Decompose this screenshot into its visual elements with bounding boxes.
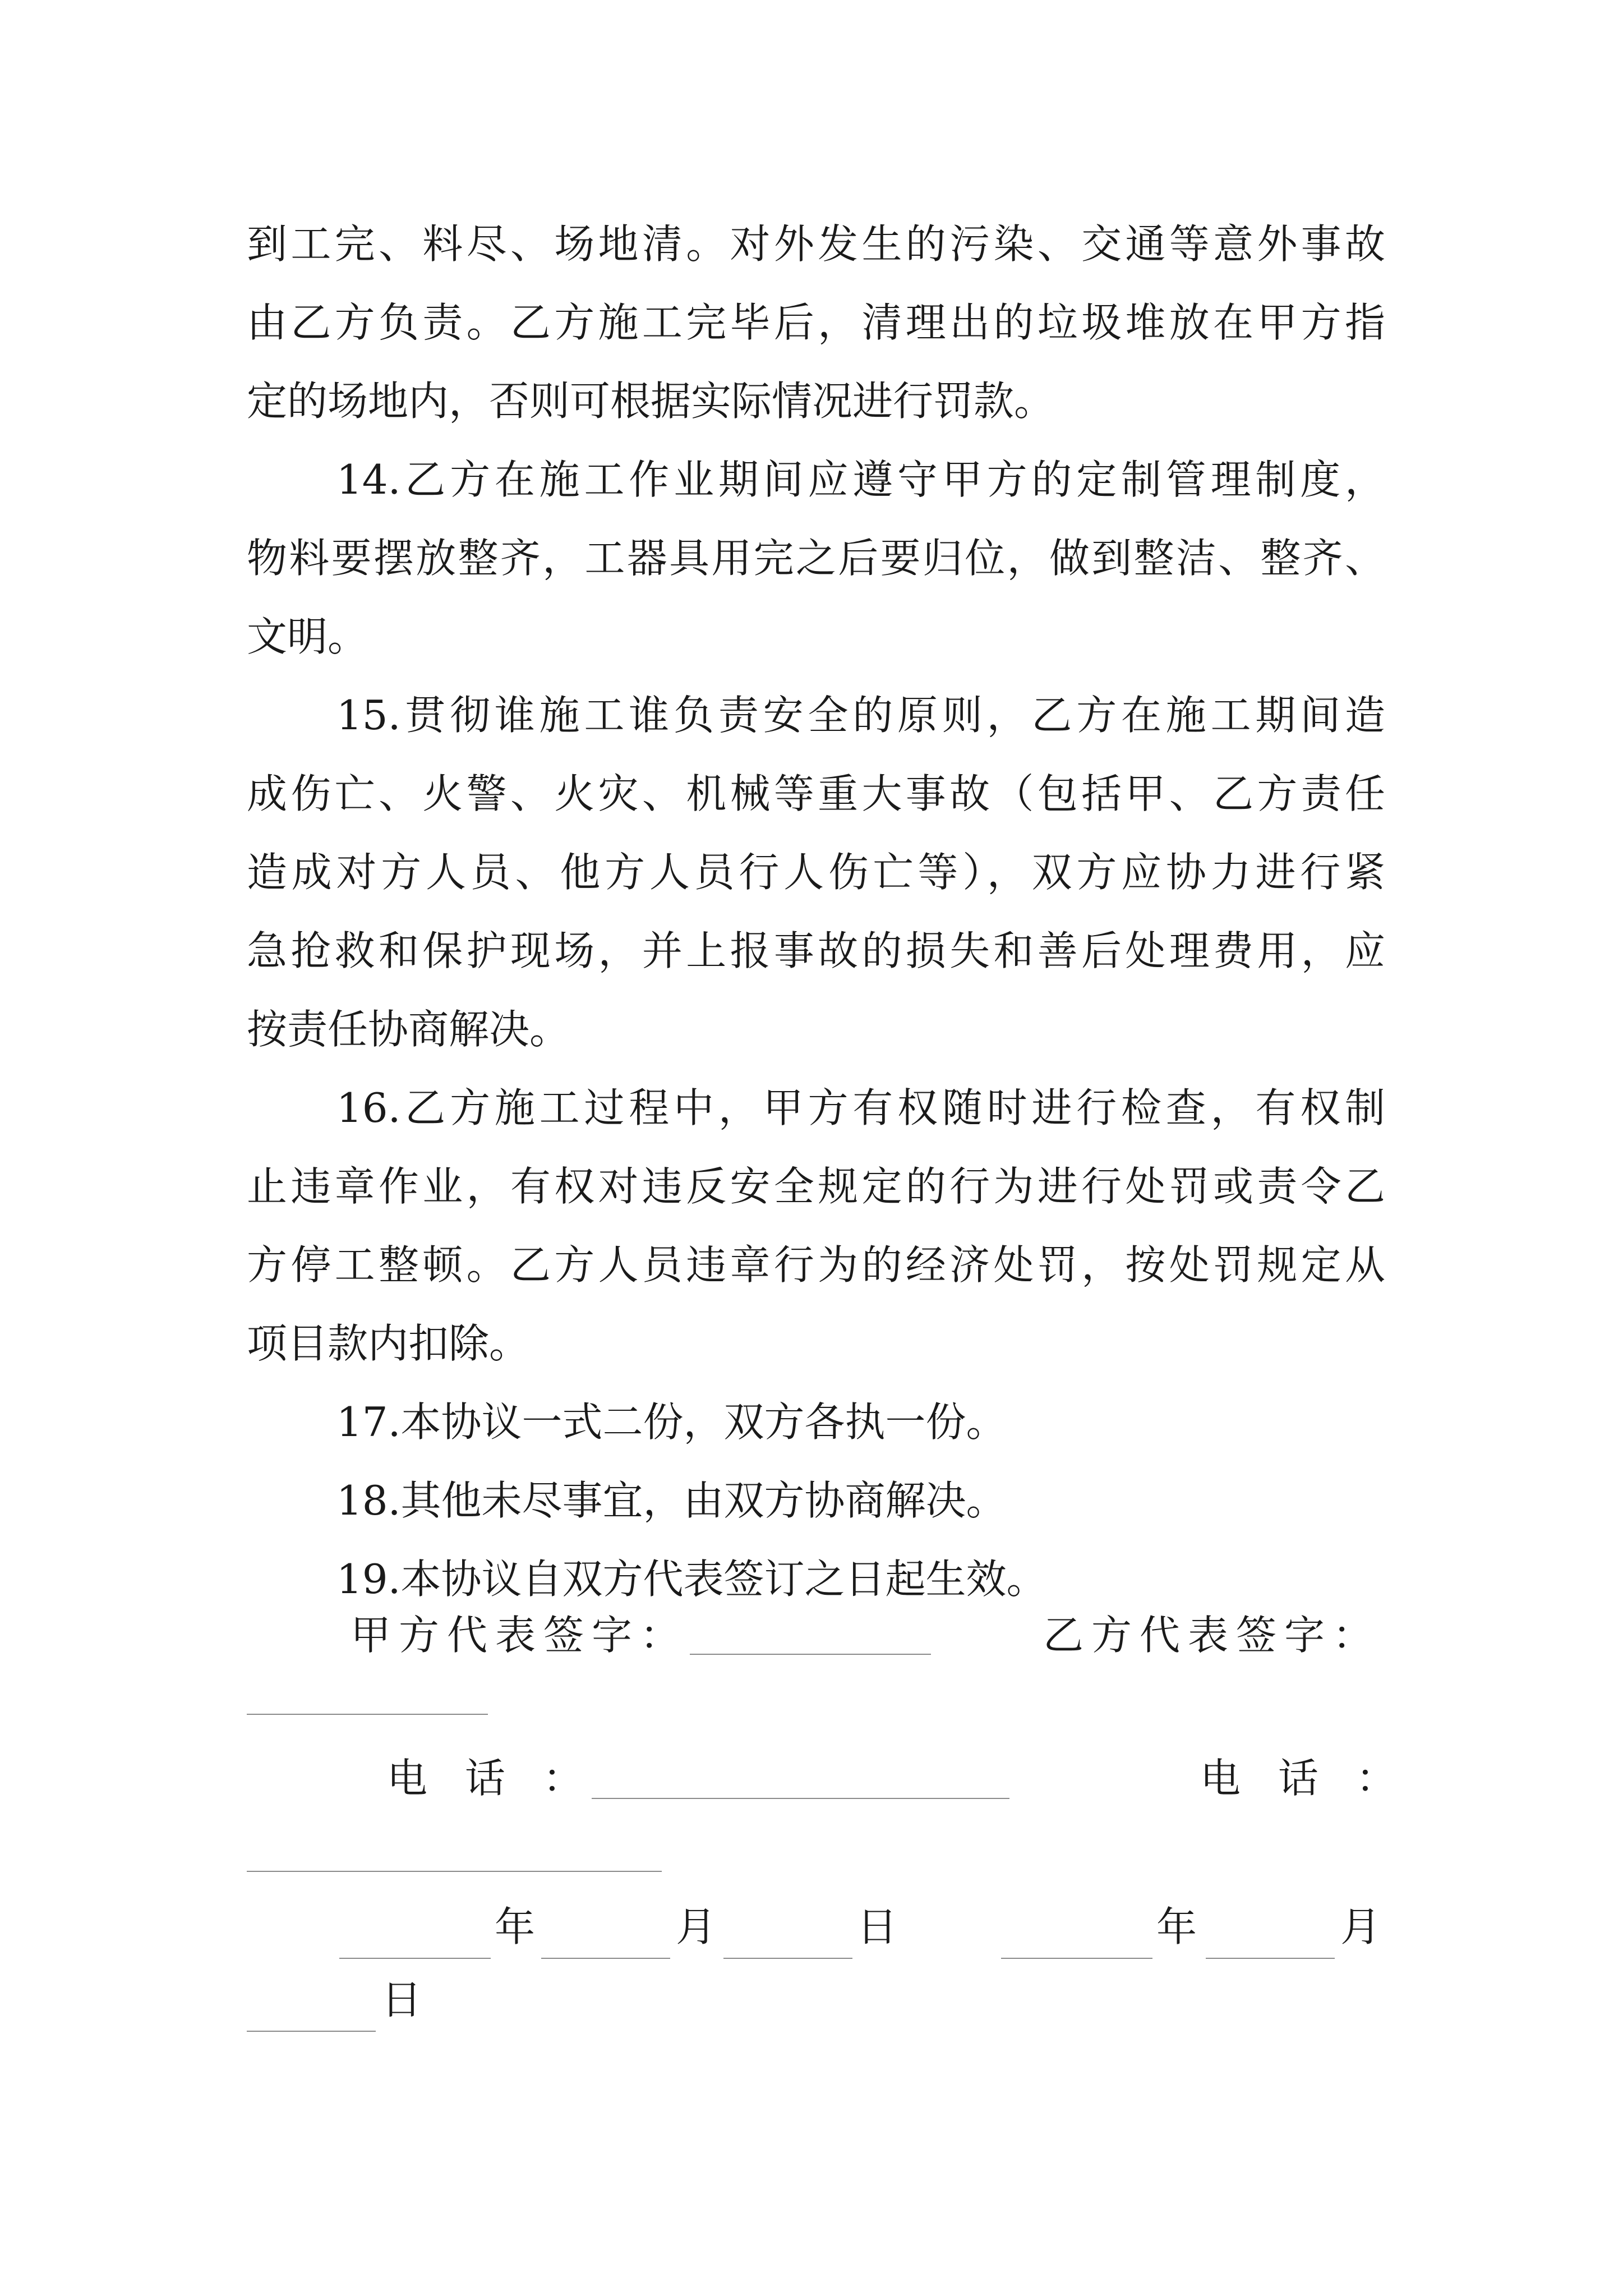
party-b-month-label: 月	[1340, 1903, 1381, 1950]
party-b-phone-label: 电 话 ：	[1200, 1755, 1409, 1802]
party-b-signature-blank[interactable]	[247, 1714, 488, 1715]
party-a-year-blank[interactable]	[339, 1958, 491, 1959]
clause-17-line: 17.本协议一式二份，双方各执一份。	[336, 1398, 1007, 1446]
paragraph-line: 文明。	[247, 613, 368, 660]
paragraph-line: 定的场地内，否则可根据实际情况进行罚款。	[247, 378, 1055, 425]
party-b-day-blank[interactable]	[247, 2031, 376, 2032]
party-b-signature-label: 乙方代表签字：	[1043, 1612, 1381, 1659]
party-b-day-label: 日	[381, 1976, 422, 2023]
paragraph-line: 造成对方人员、他方人员行人伤亡等），双方应协力进行紧	[247, 849, 1385, 896]
party-a-month-label: 月	[676, 1903, 717, 1950]
paragraph-line: 方停工整顿。乙方人员违章行为的经济处罚，按处罚规定从	[247, 1241, 1385, 1289]
party-a-day-label: 日	[857, 1903, 898, 1950]
party-b-year-blank[interactable]	[1001, 1958, 1152, 1959]
paragraph-line: 到工完、料尽、场地清。对外发生的污染、交通等意外事故	[247, 220, 1385, 268]
clause-14-line: 14.乙方在施工作业期间应遵守甲方的定制管理制度，	[336, 456, 1385, 503]
paragraph-line: 成伤亡、火警、火灾、机械等重大事故（包括甲、乙方责任	[247, 770, 1385, 817]
party-a-month-blank[interactable]	[541, 1958, 670, 1959]
paragraph-line: 由乙方负责。乙方施工完毕后，清理出的垃圾堆放在甲方指	[247, 299, 1385, 346]
paragraph-line: 按责任协商解决。	[247, 1006, 570, 1053]
party-b-phone-blank[interactable]	[247, 1871, 662, 1872]
clause-18-line: 18.其他未尽事宜，由双方协商解决。	[336, 1477, 1007, 1524]
paragraph-line: 物料要摆放整齐，工器具用完之后要归位，做到整洁、整齐、	[247, 535, 1385, 582]
paragraph-line: 止违章作业，有权对违反安全规定的行为进行处罚或责令乙	[247, 1163, 1385, 1210]
party-a-day-blank[interactable]	[723, 1958, 852, 1959]
party-b-month-blank[interactable]	[1206, 1958, 1335, 1959]
party-b-year-label: 年	[1156, 1903, 1197, 1950]
party-a-phone-blank[interactable]	[592, 1798, 1009, 1799]
party-a-signature-label: 甲方代表签字：	[351, 1612, 689, 1659]
party-a-year-label: 年	[495, 1903, 536, 1950]
paragraph-line: 急抢救和保护现场，并上报事故的损失和善后处理费用，应	[247, 927, 1385, 974]
party-a-phone-label: 电 话 ：	[387, 1755, 596, 1802]
clause-15-line: 15.贯彻谁施工谁负责安全的原则，乙方在施工期间造	[336, 692, 1385, 739]
clause-16-line: 16.乙方施工过程中，甲方有权随时进行检查，有权制	[336, 1084, 1385, 1131]
clause-19-line: 19.本协议自双方代表签订之日起生效。	[336, 1556, 1047, 1603]
paragraph-line: 项目款内扣除。	[247, 1320, 530, 1367]
party-a-signature-blank[interactable]	[690, 1654, 931, 1655]
